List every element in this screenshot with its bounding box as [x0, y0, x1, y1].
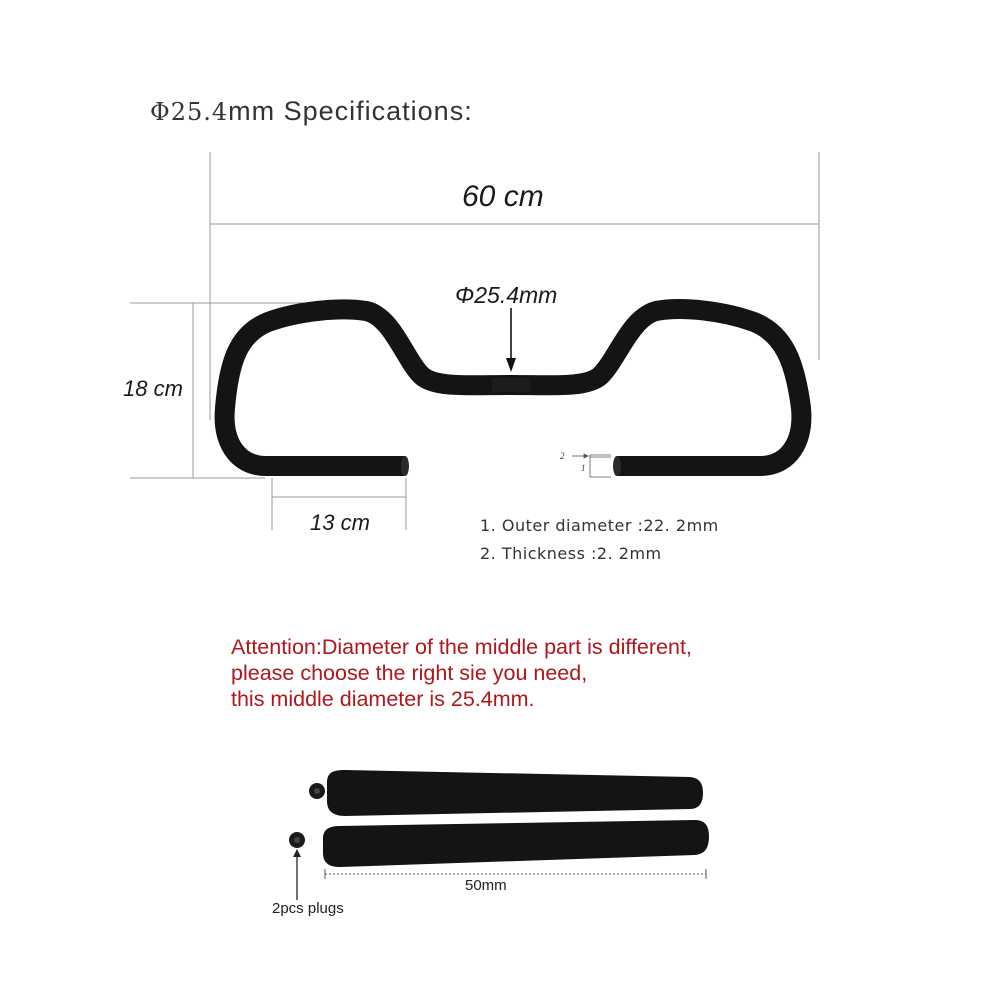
title-size: 25.4	[170, 98, 229, 126]
title-rest: mm Specifications:	[228, 96, 473, 126]
attention-line: this middle diameter is 25.4mm.	[231, 687, 535, 711]
height-label: 18 cm	[123, 376, 183, 401]
foam-grips	[289, 770, 709, 867]
foam-length-label: 50mm	[465, 877, 507, 894]
spec-thickness: 2. Thickness :2. 2mm	[480, 544, 662, 563]
grip-length-label: 13 cm	[310, 510, 370, 535]
plugs-label: 2pcs plugs	[272, 900, 344, 917]
outer-marker-label: 1	[581, 463, 586, 473]
foam-length-line	[325, 869, 706, 879]
attention-note	[231, 634, 692, 712]
attention-line: please choose the right sie you need,	[231, 661, 588, 685]
page-title	[150, 96, 473, 127]
title-symbol: Φ	[150, 98, 171, 126]
plug-pointer-arrow-icon	[293, 849, 301, 900]
width-label: 60 cm	[462, 180, 544, 213]
thickness-marker-label: 2	[560, 451, 565, 461]
spec-outer-diameter: 1. Outer diameter :22. 2mm	[480, 516, 719, 535]
foam-grip-top	[309, 770, 703, 816]
foam-grip-bottom	[289, 820, 709, 867]
right-bar-end	[613, 456, 621, 476]
middle-diameter-label: Φ25.4mm	[455, 282, 558, 308]
tube-markers	[572, 454, 611, 477]
attention-line: Attention:Diameter of the middle part is different,	[231, 635, 692, 659]
handlebar	[225, 309, 802, 476]
middle-section	[492, 378, 530, 392]
left-bar-end	[401, 456, 409, 476]
middle-diameter-arrow-icon	[506, 308, 516, 372]
